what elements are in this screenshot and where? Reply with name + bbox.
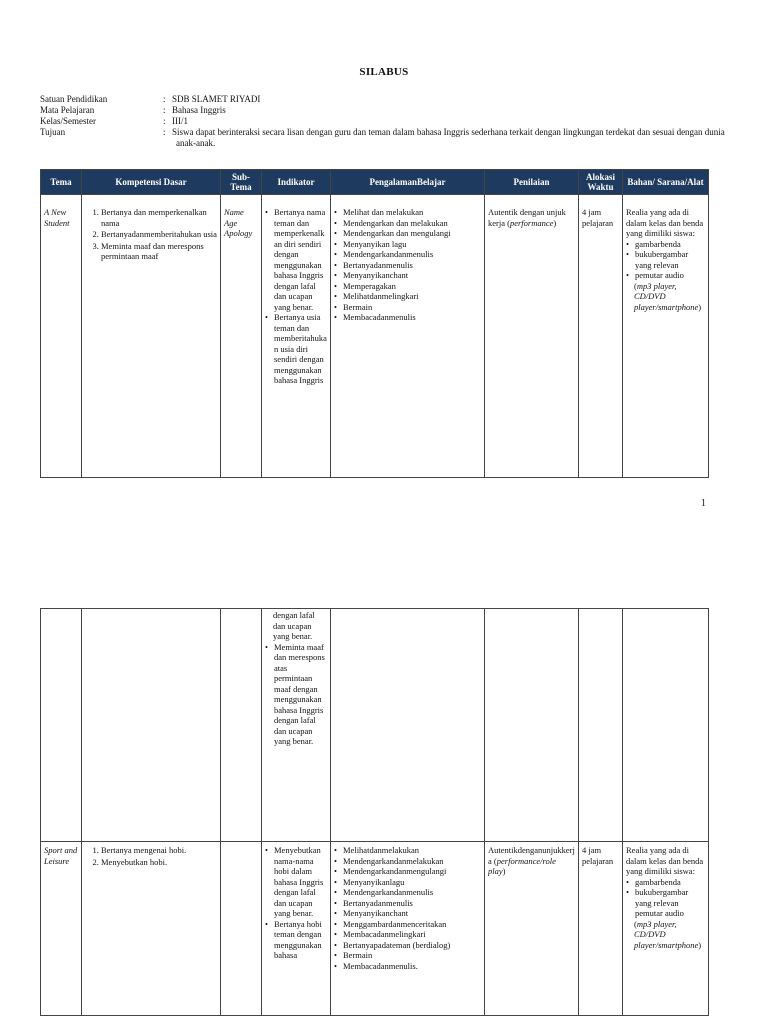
document-title: SILABUS: [359, 66, 409, 78]
list-item: 3. Meminta maaf dan merespons permintaan maaf: [101, 241, 217, 262]
meta-label: Mata Pelajaran: [40, 105, 95, 115]
list-item: • Melihatdanmelakukan: [342, 845, 481, 856]
list-item: • Mendengarkandanmenulis: [342, 249, 481, 260]
list-item: • Mendengarkan dan mengulangi: [342, 228, 481, 239]
list-item: • Bertanya hobi teman dengan menggunakan bahasa: [273, 919, 327, 961]
list-item: • Melihat dan melakukan: [342, 207, 481, 218]
list-item: • Bertanya nama teman dan memperkenalkan diri sendiri dengan menggunakan bahasa Inggris dengan lafal dan ucapan yang benar.: [273, 207, 327, 312]
cell-penilaian: Autentik dengan unjuk kerja (performance): [485, 195, 579, 478]
header-alokasi-waktu: Alokasi Waktu: [579, 170, 623, 195]
syllabus-table: [40, 169, 709, 478]
meta-separator: :: [163, 127, 166, 137]
list-item: • Mendengarkan dan melakukan: [342, 218, 481, 229]
list-item: 1. Bertanya dan memperkenalkan nama: [101, 207, 217, 228]
bahan-italic: mp3 player, CD/DVD player/smartphone: [634, 280, 699, 312]
list-item: • gambarbenda: [634, 239, 705, 250]
cell-indikator-cont: [262, 609, 331, 842]
list-item: • Memperagakan: [342, 281, 481, 292]
meta-value: Bahasa Inggris: [172, 105, 226, 115]
list-item: • Bermain: [342, 950, 481, 961]
list-item: • Menyanyikan lagu: [342, 239, 481, 250]
header-kompetensi-dasar: Kompetensi Dasar: [82, 170, 221, 195]
meta-value: III/1: [172, 116, 188, 126]
pengalaman-list: [334, 845, 481, 971]
table-header-row: [41, 170, 709, 195]
list-item: • Bertanyadanmenulis: [342, 260, 481, 271]
meta-row-satuan: [40, 94, 736, 105]
bahan-intro: Realia yang ada di dalam kelas dan benda yang dimiliki siswa:: [626, 207, 704, 238]
penilaian-text: Autentikdenganunjukkerja: [488, 845, 575, 866]
cell-sub-tema: Name Age Apology: [224, 207, 253, 238]
meta-row-kelas: [40, 116, 736, 127]
list-item: • Melihatdanmelingkari: [342, 291, 481, 302]
kompetensi-list: [85, 845, 217, 867]
bahan-list: [626, 877, 705, 919]
cell-tema: A New Student: [44, 207, 70, 228]
list-item: • gambarbenda: [634, 877, 705, 888]
list-item: • Meminta maaf dan merespons atas permintaan maaf dengan menggunakan bahasa Inggris dengan lafal dan ucapan yang benar.: [273, 642, 327, 747]
indikator-list: [265, 845, 327, 961]
indikator-list: [265, 207, 327, 386]
list-item: • Menyanyikanlagu: [342, 877, 481, 888]
header-tema: Tema: [41, 170, 82, 195]
list-item: • Membacadanmelingkari: [342, 929, 481, 940]
list-item: • Membacadanmenulis.: [342, 961, 481, 972]
bahan-italic: mp3 player, CD/DVD player/smartphone: [634, 918, 699, 950]
penilaian-italic: performance/role play: [488, 855, 556, 876]
table-row: [41, 609, 709, 842]
list-item: • Mendengarkandanmelakukan: [342, 856, 481, 867]
indikator-list: [265, 642, 327, 747]
syllabus-table-continued: [40, 608, 709, 1016]
list-item: • Bertanyapadateman (berdialog): [342, 940, 481, 951]
indikator-continued: dengan lafal dan ucapan yang benar.: [273, 610, 315, 641]
penilaian-text: Autentik dengan unjuk kerja: [488, 207, 566, 228]
cell-bahan: Realia yang ada di dalam kelas dan benda yang dimiliki siswa: • gambarbenda • bukubergambar yang relevan • pemutar audio (mp3 player, CD/DVD player/smartphone): [623, 195, 709, 478]
list-item: • Menggambardanmenceritakan: [342, 919, 481, 930]
list-item: • Menyanyikanchant: [342, 270, 481, 281]
header-indikator: Indikator: [262, 170, 331, 195]
meta-label: Kelas/Semester: [40, 116, 96, 126]
header-penilaian: Penilaian: [485, 170, 579, 195]
page-number: 1: [701, 498, 706, 509]
header-bahan: Bahan/ Sarana/Alat: [623, 170, 709, 195]
list-item: • Bertanyadanmenulis: [342, 898, 481, 909]
list-item: • bukubergambar yang relevan: [634, 249, 705, 270]
meta-row-mapel: [40, 105, 736, 116]
meta-separator: :: [163, 105, 166, 115]
header-pengalaman-belajar: PengalamanBelajar: [331, 170, 485, 195]
kompetensi-list: [85, 207, 217, 262]
header-sub-tema: Sub-Tema: [221, 170, 262, 195]
pengalaman-list: [334, 207, 481, 323]
list-item: • Membacadanmenulis: [342, 312, 481, 323]
penilaian-italic: performance: [509, 217, 554, 228]
list-item: • bukubergambar yang relevan pemutar audio: [634, 887, 705, 919]
bahan-list: [626, 239, 705, 281]
cell-alokasi: 4 jam pelajaran: [582, 207, 614, 228]
page-gap: [0, 520, 768, 608]
cell-penilaian: Autentikdenganunjukkerja (performance/role play): [485, 842, 579, 1016]
list-item: • pemutar audio: [634, 270, 705, 281]
document-meta: [40, 94, 736, 149]
list-item: • Bermain: [342, 302, 481, 313]
list-item: • Mendengarkandanmenulis: [342, 887, 481, 898]
table-row: [41, 195, 709, 478]
list-item: 2. Menyebutkan hobi.: [101, 857, 217, 868]
list-item: • Bertanya usia teman dan memberitahukan usia diri sendiri dengan menggunakan bahasa Inggris: [273, 312, 327, 386]
meta-label: Satuan Pendidikan: [40, 94, 108, 104]
list-item: 2. Bertanyadanmemberitahukan usia: [101, 229, 217, 240]
bahan-intro: Realia yang ada di dalam kelas dan benda yang dimiliki siswa:: [626, 845, 704, 876]
meta-value: Siswa dapat berinteraksi secara lisan dengan guru dan teman dalam bahasa Inggris sederhana terkait dengan lingkungan terdekat dan sesuai dengan dunia anak-anak.: [172, 127, 725, 148]
cell-alokasi: 4 jam pelajaran: [582, 845, 614, 866]
cell-tema: Sport and Leisure: [44, 845, 78, 866]
list-item: • Menyanyikanchant: [342, 908, 481, 919]
list-item: • Menyebutkan nama-nama hobi dalam bahasa Inggris dengan lafal dan ucapan yang benar.: [273, 845, 327, 919]
meta-label: Tujuan: [40, 127, 66, 137]
list-item: 1. Bertanya mengenai hobi.: [101, 845, 217, 856]
meta-separator: :: [163, 94, 166, 104]
meta-value: SDB SLAMET RIYADI: [172, 94, 261, 104]
table-row: [41, 842, 709, 1016]
meta-separator: :: [163, 116, 166, 126]
meta-row-tujuan: [40, 127, 736, 149]
list-item: • Mendengarkandanmengulangi: [342, 866, 481, 877]
cell-bahan: Realia yang ada di dalam kelas dan benda yang dimiliki siswa: • gambarbenda • bukubergambar yang relevan pemutar audio (mp3 player, CD/DVD player/smartphone): [623, 842, 709, 1016]
